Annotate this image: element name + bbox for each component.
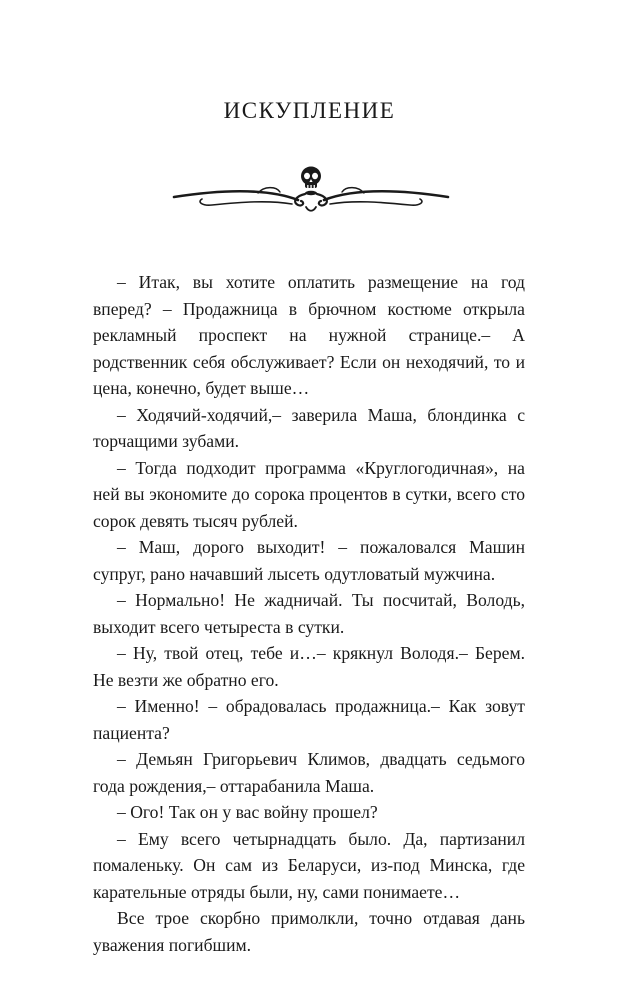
skull-flourish-icon bbox=[172, 160, 450, 218]
paragraph: – Нормально! Не жадничай. Ты посчитай, Володь, выходит всего четыреста в сутки. bbox=[93, 590, 525, 637]
paragraph: – Тогда подходит программа «Круглогодичная», на ней вы экономите до сорока процентов в сутки, всего сто сорок девять тысяч рублей. bbox=[93, 457, 525, 531]
paragraph: – Демьян Григорьевич Климов, двадцать седьмого года рождения,– оттарабанила Маша. bbox=[93, 749, 525, 796]
paragraph: – Ого! Так он у вас войну прошел? bbox=[117, 802, 378, 822]
chapter-body bbox=[93, 269, 525, 958]
paragraph: – Именно! – обрадовалась продажница.– Как зовут пациента? bbox=[93, 696, 525, 743]
paragraph: Все трое скорбно примолкли, точно отдавая дань уважения погибшим. bbox=[93, 908, 525, 955]
paragraph: – Ходячий-ходячий,– заверила Маша, блондинка с торчащими зубами. bbox=[93, 404, 525, 451]
paragraph: – Ему всего четырнадцать было. Да, партизанил помаленьку. Он сам из Беларуси, из-под Минска, где карательные отряды были, ну, сами понимаете… bbox=[93, 828, 525, 902]
chapter-title: ИСКУПЛЕНИЕ bbox=[223, 98, 396, 123]
paragraph: – Маш, дорого выходит! – пожаловался Машин супруг, рано начавший лысеть одутловатый мужчина. bbox=[93, 537, 525, 584]
paragraph: – Ну, твой отец, тебе и…– крякнул Володя.– Берем. Не везти же обратно его. bbox=[93, 643, 525, 690]
paragraph: – Итак, вы хотите оплатить размещение на год вперед? – Продажница в брючном костюме открыла рекламный проспект на нужной странице.– А родственник себя обслуживает? Если он неходячий, то и цена, конечно, будет выше… bbox=[93, 272, 525, 398]
